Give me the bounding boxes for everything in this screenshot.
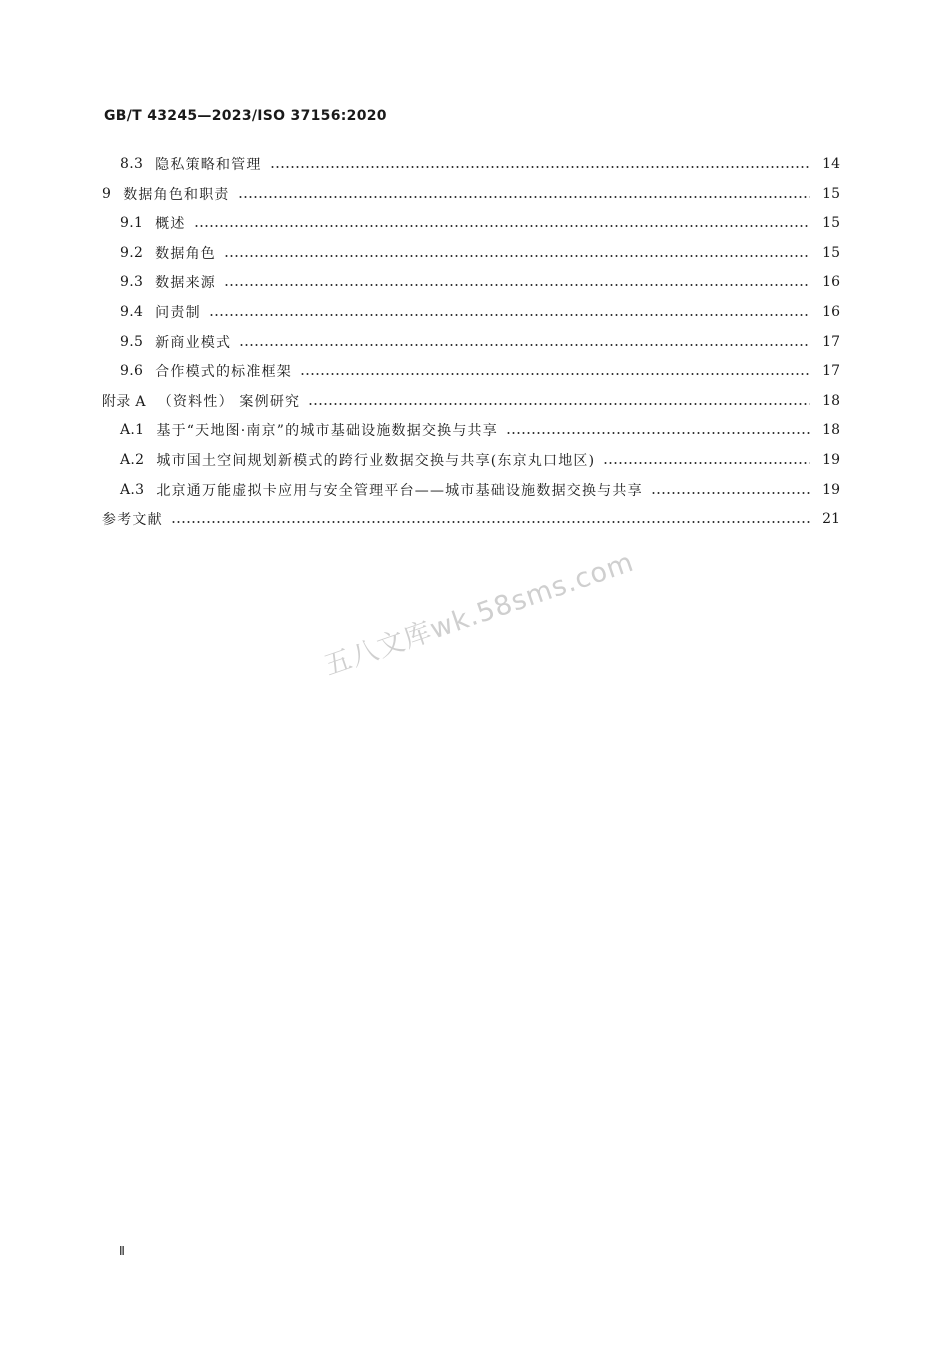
toc-leader-dots: [603, 462, 810, 464]
toc-entry-title: 问责制: [155, 305, 201, 321]
toc-entry[interactable]: [102, 386, 840, 416]
toc-leader-dots: [171, 521, 810, 523]
toc-entry-number: 附录 A: [102, 393, 146, 410]
toc-entry-title: 概述: [155, 216, 186, 233]
toc-leader-dots: [238, 196, 810, 198]
toc-entry-title: 隐私策略和管理: [155, 157, 262, 173]
toc-leader-dots: [506, 432, 810, 434]
toc-entry-title: 数据角色: [155, 245, 216, 262]
toc-entry-page: 16: [822, 274, 840, 291]
toc-entry-title: 北京通万能虚拟卡应用与安全管理平台——城市基础设施数据交换与共享: [156, 482, 643, 499]
toc-entry-number: A.1: [120, 422, 145, 439]
toc-entry-page: 15: [822, 185, 840, 202]
toc-entry-page: 18: [822, 422, 840, 439]
toc-entry-title: 新商业模式: [155, 334, 232, 351]
toc-entry[interactable]: [120, 445, 840, 475]
toc-entry-number: 9.6: [120, 363, 144, 380]
toc-entry-number: A.2: [120, 452, 145, 468]
toc-leader-dots: [239, 344, 810, 346]
toc-entry[interactable]: [120, 415, 840, 445]
toc-entry[interactable]: [120, 297, 840, 327]
toc-entry-title: （资料性） 案例研究: [157, 393, 301, 410]
toc-entry[interactable]: [120, 238, 840, 268]
toc-leader-dots: [224, 284, 810, 286]
toc-entry-page: 17: [822, 333, 840, 350]
toc-entry-page: 18: [822, 392, 840, 409]
toc-entry-number: 9.3: [120, 274, 144, 291]
toc-entry-number: 9.2: [120, 244, 144, 261]
toc-entry-page: 14: [822, 156, 840, 172]
toc-entry-number: 9.1: [120, 215, 144, 232]
toc-entry-title: 数据角色和职责: [123, 186, 230, 203]
toc-entry-title: 数据来源: [155, 275, 216, 292]
toc-entry[interactable]: [102, 504, 840, 534]
toc-entry-page: 15: [822, 215, 840, 232]
toc-leader-dots: [270, 166, 810, 168]
toc-entry-title: 参考文献: [102, 512, 163, 529]
page-number: Ⅱ: [119, 1244, 125, 1258]
toc-entry[interactable]: [120, 149, 840, 179]
toc-entry[interactable]: [120, 475, 840, 505]
document-header: GB/T 43245—2023/ISO 37156:2020: [104, 108, 387, 124]
watermark: 五八文库wk.58sms.com: [320, 546, 638, 682]
toc-entry-number: 9.4: [120, 304, 144, 320]
toc-entry-page: 21: [822, 511, 840, 528]
toc-leader-dots: [194, 225, 810, 227]
toc-entry[interactable]: [120, 267, 840, 297]
toc-leader-dots: [651, 492, 810, 494]
toc-entry-title: 基于“天地图·南京”的城市基础设施数据交换与共享: [156, 423, 498, 440]
toc-entry[interactable]: [120, 208, 840, 238]
toc-entry[interactable]: [120, 356, 840, 386]
toc-entry-page: 19: [822, 452, 840, 468]
toc-entry-number: 9.5: [120, 333, 144, 350]
toc-entry[interactable]: [120, 327, 840, 357]
toc-entry-title: 合作模式的标准框架: [155, 364, 292, 381]
toc-entry-page: 19: [822, 481, 840, 498]
toc-leader-dots: [224, 255, 810, 257]
toc-entry-page: 17: [822, 363, 840, 380]
toc-entry-page: 16: [822, 304, 840, 320]
toc-leader-dots: [209, 314, 810, 316]
toc-leader-dots: [308, 403, 810, 405]
toc-entry-number: 9: [102, 185, 112, 202]
toc-leader-dots: [300, 373, 810, 375]
toc-entry-title: 城市国土空间规划新模式的跨行业数据交换与共享(东京丸口地区): [156, 453, 596, 469]
toc-entry-page: 15: [822, 244, 840, 261]
toc-entry-number: 8.3: [120, 156, 144, 172]
toc-entry[interactable]: [102, 179, 840, 209]
toc-entry-number: A.3: [120, 481, 145, 498]
